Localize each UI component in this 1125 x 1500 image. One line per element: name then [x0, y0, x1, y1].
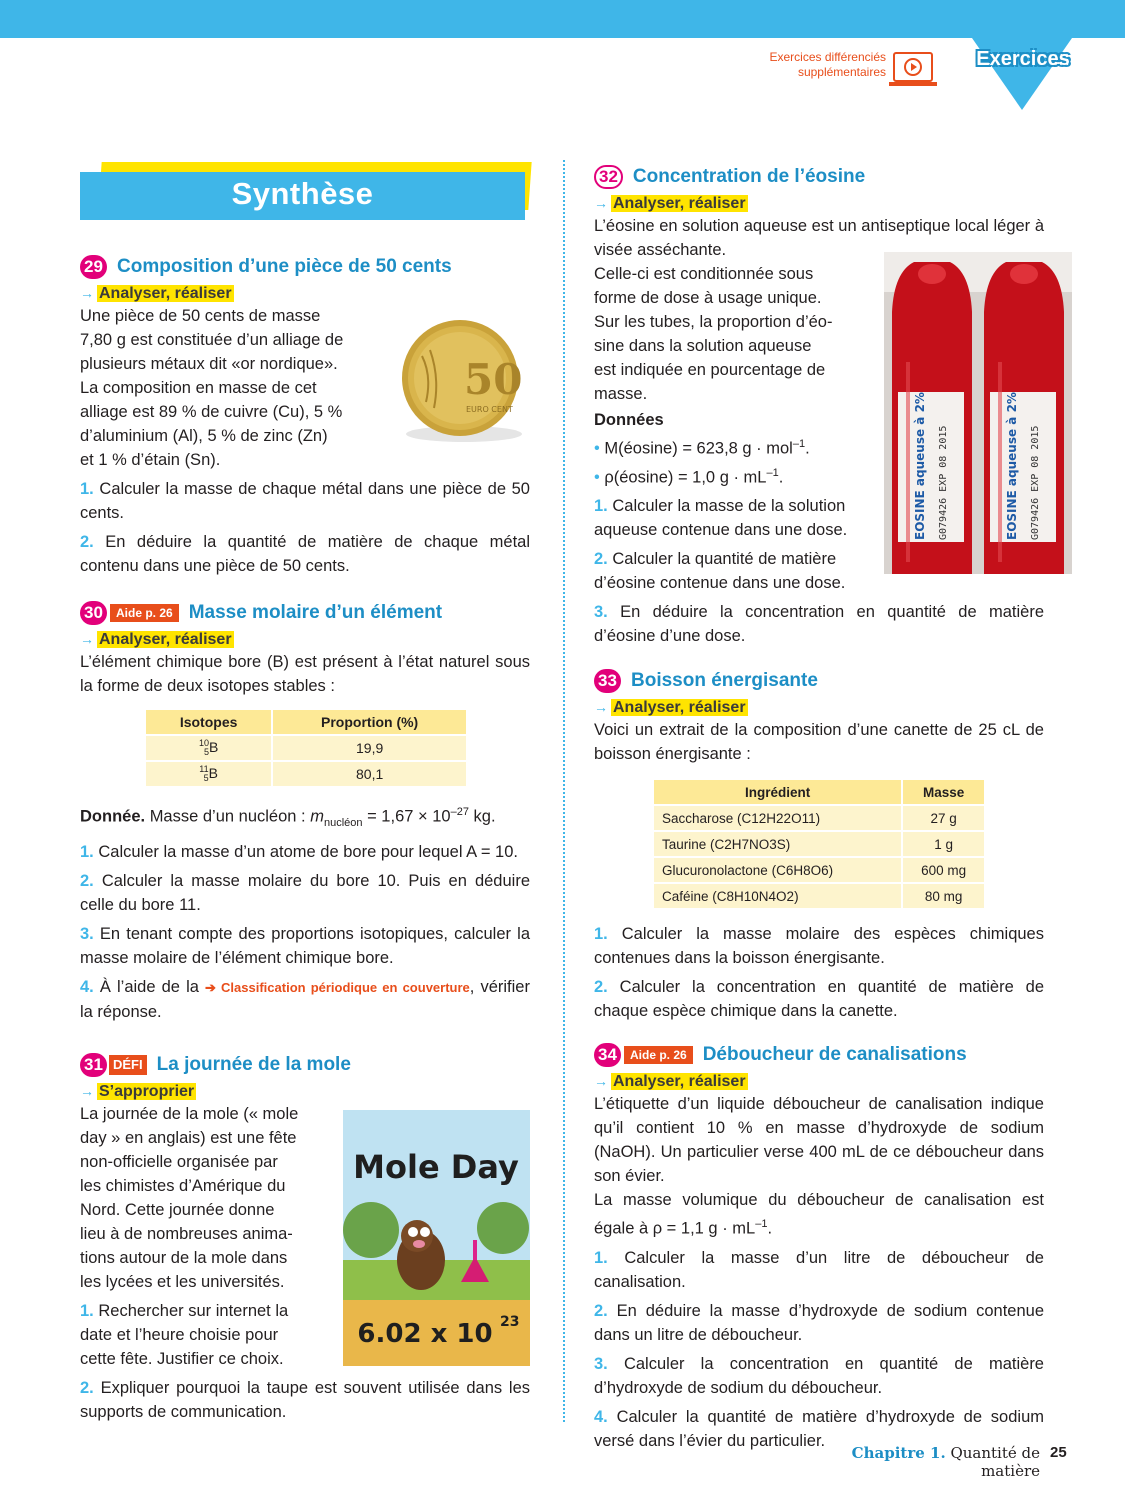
- question-1: 1. Rechercher sur internet la date et l’heure choisie pour cette fête. Justifier ce choix.: [80, 1302, 289, 1368]
- svg-text:EOSINE aqueuse à 2%: EOSINE aqueuse à 2%: [913, 392, 927, 540]
- chapter-label: Chapitre 1. Quantité de matière: [851, 1444, 1040, 1480]
- page-number: 25: [1050, 1444, 1067, 1461]
- table-row: Taurine (C2H7NO3S) 1 g: [654, 832, 984, 856]
- exercise-text: La journée de la mole (« mole day » en anglais) est une fête non-officielle organisée par les chimistes d’Amérique du Nord. Cette journée donne lieu à de nombreuses anima- tions autour de la mole dans les lycées et les universités.: [80, 1105, 299, 1291]
- exercise-text-2: Celle-ci est conditionnée sous forme de dose à usage unique. Sur les tubes, la proportion d’éo- sine dans la solution aqueuse est indiquée en pourcentage de masse.: [594, 265, 833, 403]
- exercise-title: La journée de la mole: [156, 1054, 351, 1075]
- exercise-text: L’éosine en solution aqueuse est un antiseptique local léger à visée asséchante.: [594, 217, 1044, 259]
- eosine-vials-photo: [884, 252, 1072, 574]
- data-heading: Données: [594, 411, 664, 429]
- skill-tag: → Analyser, réaliser: [594, 1073, 746, 1090]
- exercise-text: Une pièce de 50 cents de masse 7,80 g est constituée d’un alliage de plusieurs métaux dit «or nordique». La composition en masse de cet alliage est 89 % de cuivre (Cu), 5 % d’aluminium (Al), 5 % de zinc (Zn) et 1 % d’étain (Sn).: [80, 307, 344, 469]
- question-2: 2. En déduire la masse d’hydroxyde de sodium contenue dans un litre de déboucheur.: [594, 1301, 1044, 1344]
- table-header: Proportion (%): [273, 710, 466, 734]
- question-3: 3. En tenant compte des proportions isotopiques, calculer la masse molaire de l’élément chimique bore.: [80, 924, 530, 967]
- mole-day-poster: [343, 1110, 530, 1366]
- skill-tag: → Analyser, réaliser: [80, 631, 232, 648]
- svg-text:50: 50: [464, 355, 523, 404]
- question-3: 3. En déduire la concentration en quantité de matière d’éosine d’une dose.: [594, 603, 1044, 645]
- question-2: 2. En déduire la quantité de matière de chaque métal contenu dans une pièce de 50 cents.: [80, 533, 530, 575]
- data-item: • ρ(éosine) = 1,0 $g \cdot mL^{-1}$.: [594, 466, 784, 486]
- question-2: 2. Calculer la quantité de matière d’éosine contenue dans une dose.: [594, 550, 846, 592]
- exercise-number: 33: [594, 669, 621, 693]
- svg-text:Mole Day: Mole Day: [353, 1148, 519, 1186]
- skill-tag: → Analyser, réaliser: [80, 285, 232, 302]
- video-play-icon[interactable]: [893, 52, 933, 82]
- table-header: Ingrédient: [654, 780, 901, 804]
- exercise-title: Masse molaire d’un élément: [188, 602, 443, 623]
- section-label: Exercices: [976, 48, 1070, 70]
- exercise-number: 30: [80, 601, 107, 625]
- extra-exercises-link[interactable]: Exercices différenciés supplémentaires: [769, 50, 886, 79]
- question-3: 3. Calculer la concentration en quantité de matière d’hydroxyde de sodium du déboucheur.: [594, 1354, 1044, 1397]
- column-divider: [563, 160, 565, 1422]
- exercise-text: L’étiquette d’un liquide déboucheur de canalisation indique qu’il contient 10 % en masse d’hydroxyde de sodium (NaOH). Un particulier verse 400 mL de ce déboucheur dans son évier.: [594, 1095, 1044, 1185]
- exercise-29: [80, 254, 530, 578]
- svg-text:EOSINE aqueuse à 2%: EOSINE aqueuse à 2%: [1005, 392, 1019, 540]
- exercise-32: [594, 164, 1044, 648]
- exercise-title: Déboucheur de canalisations: [702, 1044, 967, 1065]
- exercise-number: 32: [594, 165, 623, 189]
- exercise-title: Composition d’une pièce de 50 cents: [117, 256, 452, 277]
- exercise-33: [594, 668, 1044, 1023]
- question-4: 4. Calculer la quantité de matière d’hydroxyde de sodium versé dans l’évier du particulier.: [594, 1407, 1044, 1450]
- svg-text:EURO CENT: EURO CENT: [466, 405, 513, 414]
- periodic-table-link[interactable]: ➔ Classification périodique en couverture: [205, 979, 470, 995]
- composition-table: [652, 778, 986, 910]
- data-item: • M(éosine) = 623,8 g · mol$^{-1}$.: [594, 438, 810, 458]
- exercise-title: Boisson énergisante: [631, 670, 818, 691]
- exercise-number: 31: [80, 1053, 107, 1077]
- question-1: 1. Calculer la masse d’un litre de déboucheur de canalisation.: [594, 1248, 1044, 1291]
- exercise-text: L’élément chimique bore (B) est présent à l’état naturel sous la forme de deux isotopes stables :: [80, 653, 530, 695]
- question-4: 4. À l’aide de la ➔ Classification périodique en couverture, vérifier la réponse.: [80, 977, 530, 1021]
- isotopes-table: [144, 708, 468, 788]
- challenge-badge: DÉFI: [109, 1055, 147, 1075]
- exercise-text: Voici un extrait de la composition d’une canette de 25 cL de boisson énergisante :: [594, 721, 1044, 763]
- question-2: 2. Calculer la concentration en quantité de matière de chaque espèce chimique dans la canette.: [594, 978, 1045, 1020]
- exercise-30: [80, 600, 530, 1024]
- coin-image: [392, 316, 532, 446]
- table-header: Isotopes: [146, 710, 271, 734]
- data-note: Donnée. Masse d’un nucléon : $m_{nucléon} = 1,67 \times 10^{-27}$ kg.: [80, 806, 496, 829]
- skill-tag: → S’approprier: [80, 1083, 195, 1100]
- skill-tag: → Analyser, réaliser: [594, 195, 746, 212]
- exercise-title: Concentration de l’éosine: [632, 166, 866, 187]
- question-2: 2. Expliquer pourquoi la taupe est souvent utilisée dans les supports de communication.: [80, 1379, 530, 1421]
- help-badge[interactable]: Aide p. 26: [110, 604, 179, 622]
- svg-text:23: 23: [500, 1314, 520, 1330]
- synthese-title: Synthèse: [231, 176, 374, 211]
- svg-text:6.02 x 10: 6.02 x 10: [357, 1319, 493, 1349]
- top-banner: [0, 0, 1125, 38]
- question-1: 1. Calculer la masse d’un atome de bore pour lequel A = 10.: [80, 842, 518, 861]
- exercise-31: [80, 1052, 530, 1424]
- exercise-text-2: La masse volumique du déboucheur de canalisation est égale à ρ = 1,1 $g \cdot mL^{-1}$.: [594, 1191, 1044, 1238]
- exercise-34: [594, 1042, 1044, 1453]
- svg-text:G079426 EXP 08 2015: G079426 EXP 08 2015: [1030, 425, 1041, 540]
- exercise-number: 34: [594, 1043, 621, 1067]
- exercise-number: 29: [80, 255, 107, 279]
- help-badge[interactable]: Aide p. 26: [624, 1046, 693, 1064]
- svg-text:G079426 EXP 08 2015: G079426 EXP 08 2015: [938, 425, 949, 540]
- table-row: 11 5B 80,1: [146, 762, 466, 786]
- table-row: 10 5B 19,9: [146, 736, 466, 760]
- table-row: Glucuronolactone (C6H8O6) 600 mg: [654, 858, 984, 882]
- table-row: Caféine (C8H10N4O2) 80 mg: [654, 884, 984, 908]
- question-1: 1. Calculer la masse molaire des espèces chimiques contenues dans la boisson énergisante.: [594, 925, 1044, 967]
- table-header: Masse: [903, 780, 984, 804]
- table-row: Saccharose (C12H22O11) 27 g: [654, 806, 984, 830]
- skill-tag: → Analyser, réaliser: [594, 699, 746, 716]
- question-2: 2. Calculer la masse molaire du bore 10. Puis en déduire celle du bore 11.: [80, 871, 530, 914]
- question-1: 1. Calculer la masse de chaque métal dans une pièce de 50 cents.: [80, 480, 530, 522]
- question-1: 1. Calculer la masse de la solution aqueuse contenue dans une dose.: [594, 497, 848, 539]
